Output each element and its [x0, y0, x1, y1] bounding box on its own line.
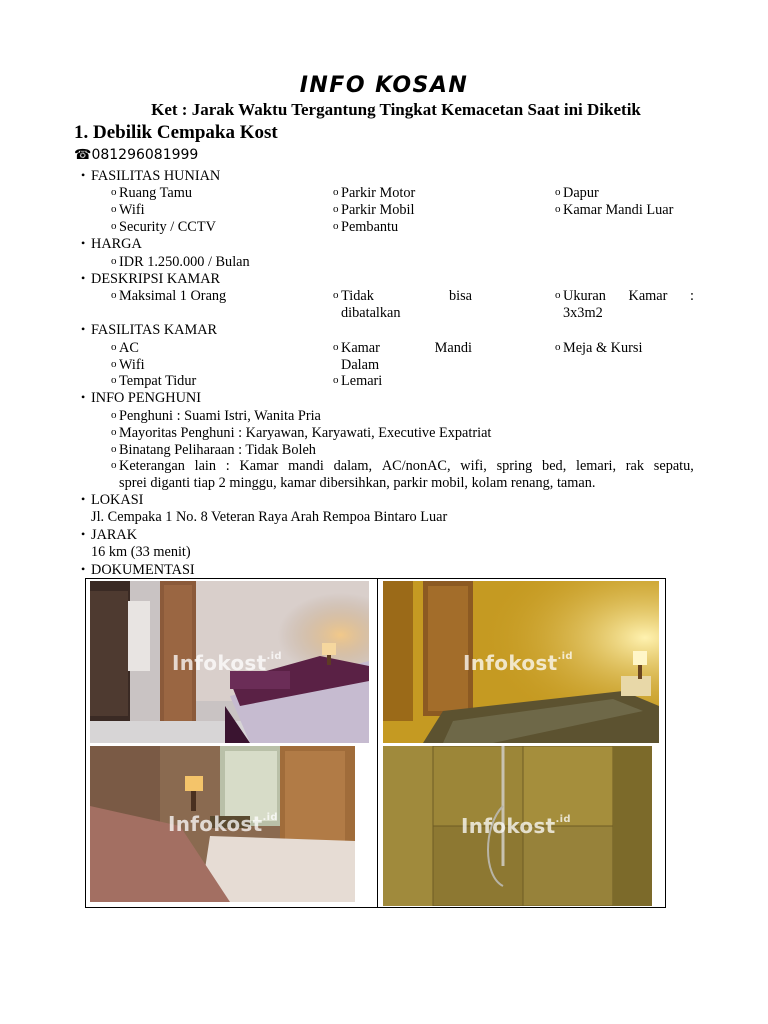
word: mandi: [288, 458, 324, 474]
list-item: o Penghuni : Suami Istri, Wanita Pria: [119, 408, 321, 425]
list-item: o Parkir Mobil: [341, 202, 414, 219]
word: rak: [625, 458, 645, 474]
word: o Kamar: [341, 340, 380, 356]
list-item: o Wifi: [119, 357, 145, 374]
phone-icon: ☎: [74, 147, 92, 163]
section-jarak: • JARAK: [91, 527, 137, 544]
list-item: [563, 288, 694, 305]
watermark: Infokost$^{.id}$: [461, 814, 571, 838]
word: Kamar: [239, 458, 279, 474]
photo-bedroom-2: [383, 581, 659, 743]
word: lain: [194, 458, 217, 474]
list-item-continuation: dibatalkan: [341, 305, 401, 321]
word: Mandi: [434, 340, 472, 356]
photo-bathroom: [383, 746, 652, 906]
listing-number: 1.: [74, 122, 89, 143]
page-title: INFO KOSAN: [299, 73, 469, 98]
list-item: o Wifi: [119, 202, 145, 219]
phone-number[interactable]: 081296081999: [91, 147, 199, 163]
word: lemari,: [575, 458, 617, 474]
listing-name: Debilik Cempaka Kost: [93, 122, 278, 143]
word: :: [225, 458, 230, 474]
list-item: [341, 288, 472, 305]
list-item: o Dapur: [563, 185, 599, 202]
location-value: Jl. Cempaka 1 No. 8 Veteran Raya Arah Rempoa Bintaro Luar: [91, 509, 448, 525]
word: AC/nonAC,: [381, 458, 451, 474]
watermark: Infokost$^{.id}$: [168, 812, 278, 836]
word: wifi,: [460, 458, 487, 474]
section-dokumentasi: • DOKUMENTASI: [91, 562, 195, 579]
list-item: o Security / CCTV: [119, 219, 216, 236]
list-item: [341, 340, 472, 357]
section-info-penghuni: • INFO PENGHUNI: [91, 390, 201, 407]
word: o Tidak: [341, 288, 374, 304]
photo-bedroom-1: [90, 581, 369, 743]
list-item: o Kamar Mandi Luar: [563, 202, 673, 219]
watermark: Infokost$^{.id}$: [463, 651, 573, 675]
list-item: o Pembantu: [341, 219, 398, 236]
list-item: o Tempat Tidur: [119, 373, 196, 390]
listing-heading: [74, 122, 278, 144]
page-subtitle: Ket : Jarak Waktu Tergantung Tingkat Kemacetan Saat ini Diketik: [151, 100, 641, 119]
section-deskripsi-kamar: • DESKRIPSI KAMAR: [91, 271, 220, 288]
section-lokasi: • LOKASI: [91, 492, 143, 509]
word: o Ukuran: [563, 288, 606, 304]
section-fasilitas-hunian: • FASILITAS HUNIAN: [91, 168, 220, 185]
word: o Keterangan: [119, 458, 185, 474]
price-value: o IDR 1.250.000 / Bulan: [119, 254, 250, 271]
watermark: Infokost$^{.id}$: [172, 651, 282, 675]
word: dalam,: [333, 458, 373, 474]
word: bed,: [542, 458, 567, 474]
word: bisa: [448, 288, 472, 304]
word: spring: [496, 458, 533, 474]
distance-value: 16 km (33 menit): [91, 544, 191, 560]
section-harga: • HARGA: [91, 236, 142, 253]
list-item: o Binatang Peliharaan : Tidak Boleh: [119, 442, 316, 459]
photo-grid-divider: [377, 578, 378, 908]
list-item: o Maksimal 1 Orang: [119, 288, 226, 305]
list-item: o Ruang Tamu: [119, 185, 192, 202]
list-item-continuation: Dalam: [341, 357, 380, 373]
word: :: [690, 288, 694, 304]
section-fasilitas-kamar: • FASILITAS KAMAR: [91, 322, 217, 339]
list-item: o Lemari: [341, 373, 382, 390]
list-item: o AC: [119, 340, 139, 357]
list-item: o Mayoritas Penghuni : Karyawan, Karyawati, Executive Expatriat: [119, 425, 491, 442]
list-item: o Meja & Kursi: [563, 340, 642, 357]
photo-bedroom-3: [90, 746, 355, 902]
list-item-continuation: sprei diganti tiap 2 minggu, kamar dibersihkan, parkir mobil, kolam renang, taman.: [119, 475, 596, 491]
list-item-continuation: 3x3m2: [563, 305, 603, 321]
phone-line: [74, 147, 198, 163]
word: Kamar: [628, 288, 668, 304]
list-item: o Parkir Motor: [341, 185, 415, 202]
list-item-keterangan: [119, 458, 694, 475]
word: sepatu,: [653, 458, 694, 474]
